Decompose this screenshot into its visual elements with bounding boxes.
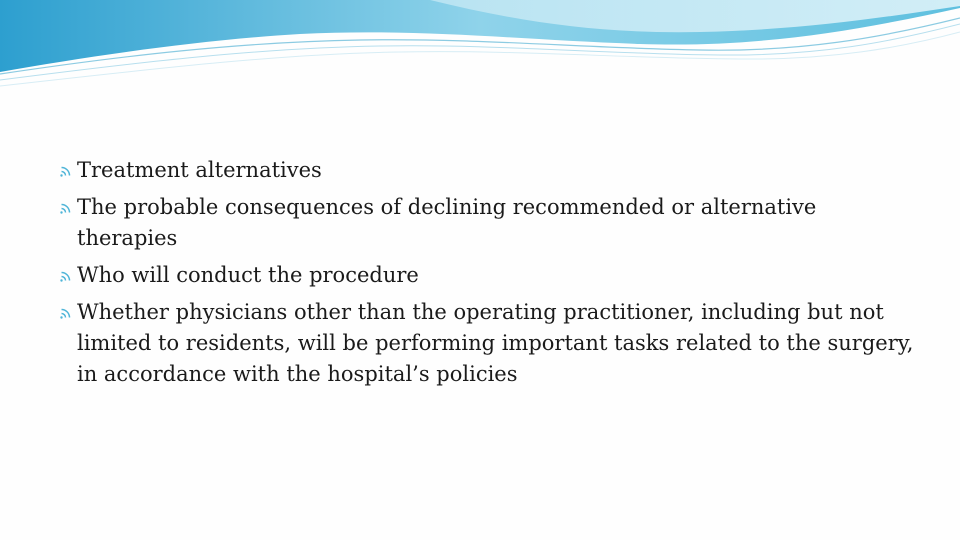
bullet-item bbox=[60, 192, 920, 254]
wifi-signal-icon bbox=[60, 270, 73, 282]
bullet-text: Who will conduct the procedure bbox=[77, 263, 419, 287]
wifi-signal-icon bbox=[60, 165, 73, 177]
bullet-item bbox=[60, 155, 920, 186]
bullet-list bbox=[60, 155, 920, 396]
bullet-text: Whether physicians other than the operating practitioner, including but not limited to residents, will be performing important tasks related to the surgery, in accordance with the hospital’s policies bbox=[77, 300, 914, 386]
wifi-signal-icon bbox=[60, 202, 73, 214]
wifi-signal-icon bbox=[60, 307, 73, 319]
bullet-item bbox=[60, 297, 920, 390]
header-wave-decoration bbox=[0, 0, 960, 95]
bullet-item bbox=[60, 260, 920, 291]
bullet-text: Treatment alternatives bbox=[77, 158, 322, 182]
bullet-text: The probable consequences of declining recommended or alternative therapies bbox=[77, 195, 817, 250]
